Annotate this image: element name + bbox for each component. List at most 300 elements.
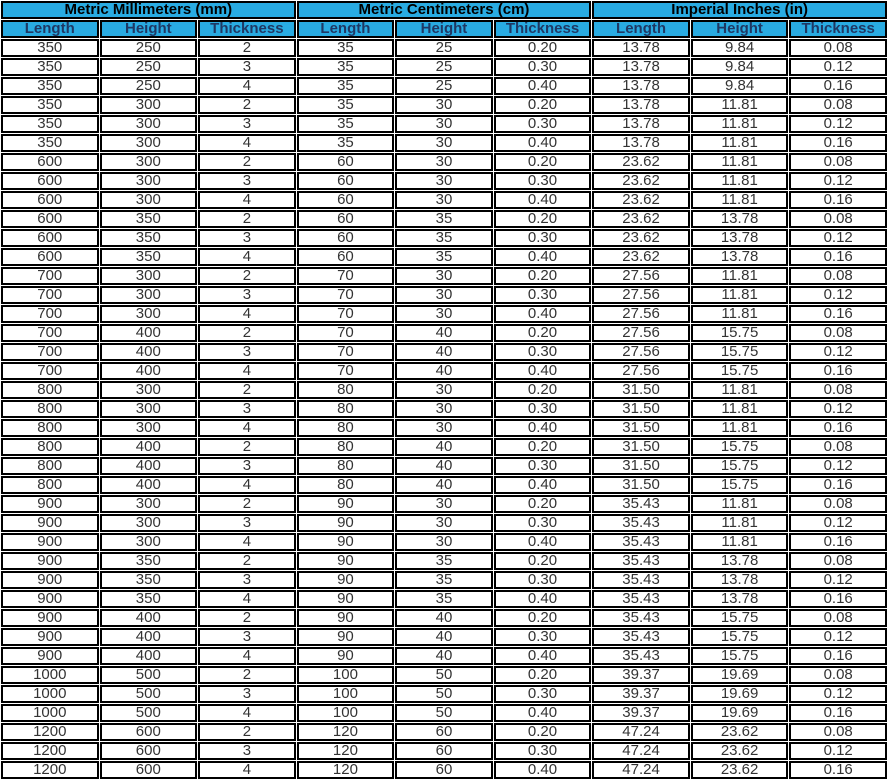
table-cell: 4 (198, 533, 296, 551)
table-cell: 9.84 (691, 39, 789, 57)
table-cell: 47.24 (592, 761, 690, 779)
column-header-thickness-cm: Thickness (494, 20, 592, 38)
table-cell: 0.08 (789, 96, 887, 114)
table-cell: 35.43 (592, 628, 690, 646)
table-cell: 0.40 (494, 647, 592, 665)
table-row (1, 96, 887, 114)
table-cell: 0.16 (789, 761, 887, 779)
table-cell: 15.75 (691, 343, 789, 361)
table-cell: 90 (297, 495, 395, 513)
table-cell: 35 (395, 248, 493, 266)
table-row (1, 362, 887, 380)
table-cell: 300 (100, 172, 198, 190)
table-cell: 600 (1, 248, 99, 266)
table-cell: 2 (198, 723, 296, 741)
table-cell: 800 (1, 400, 99, 418)
table-cell: 90 (297, 552, 395, 570)
table-cell: 15.75 (691, 324, 789, 342)
table-cell: 0.12 (789, 229, 887, 247)
table-cell: 400 (100, 647, 198, 665)
table-cell: 0.08 (789, 666, 887, 684)
table-row (1, 552, 887, 570)
table-cell: 700 (1, 305, 99, 323)
table-cell: 35.43 (592, 533, 690, 551)
table-cell: 600 (100, 742, 198, 760)
table-cell: 350 (1, 77, 99, 95)
table-cell: 100 (297, 704, 395, 722)
table-cell: 0.20 (494, 267, 592, 285)
table-cell: 35 (395, 571, 493, 589)
table-cell: 0.20 (494, 153, 592, 171)
table-cell: 0.40 (494, 77, 592, 95)
table-row (1, 381, 887, 399)
table-cell: 0.08 (789, 495, 887, 513)
table-cell: 0.40 (494, 248, 592, 266)
table-cell: 30 (395, 533, 493, 551)
table-row (1, 58, 887, 76)
table-cell: 900 (1, 571, 99, 589)
table-cell: 0.12 (789, 742, 887, 760)
table-cell: 0.08 (789, 438, 887, 456)
table-cell: 40 (395, 647, 493, 665)
table-cell: 3 (198, 229, 296, 247)
table-row (1, 571, 887, 589)
table-cell: 4 (198, 362, 296, 380)
table-cell: 800 (1, 381, 99, 399)
table-cell: 0.30 (494, 457, 592, 475)
table-cell: 250 (100, 39, 198, 57)
table-cell: 25 (395, 39, 493, 57)
table-row (1, 172, 887, 190)
table-cell: 13.78 (592, 39, 690, 57)
table-cell: 35 (297, 134, 395, 152)
table-cell: 400 (100, 457, 198, 475)
table-cell: 0.12 (789, 685, 887, 703)
table-cell: 11.81 (691, 153, 789, 171)
table-cell: 9.84 (691, 77, 789, 95)
table-cell: 0.20 (494, 381, 592, 399)
table-cell: 350 (1, 96, 99, 114)
table-cell: 900 (1, 628, 99, 646)
table-cell: 40 (395, 343, 493, 361)
table-cell: 0.20 (494, 552, 592, 570)
table-row (1, 248, 887, 266)
table-cell: 0.16 (789, 305, 887, 323)
table-cell: 0.12 (789, 400, 887, 418)
column-header-length-cm: Length (297, 20, 395, 38)
table-cell: 9.84 (691, 58, 789, 76)
table-cell: 3 (198, 343, 296, 361)
table-cell: 30 (395, 115, 493, 133)
table-cell: 600 (100, 761, 198, 779)
table-cell: 15.75 (691, 476, 789, 494)
table-cell: 400 (100, 628, 198, 646)
table-cell: 0.40 (494, 704, 592, 722)
table-cell: 2 (198, 666, 296, 684)
table-cell: 30 (395, 153, 493, 171)
table-cell: 30 (395, 134, 493, 152)
table-cell: 35.43 (592, 552, 690, 570)
table-cell: 2 (198, 267, 296, 285)
table-cell: 300 (100, 514, 198, 532)
table-body (1, 39, 887, 779)
table-cell: 350 (1, 115, 99, 133)
table-cell: 23.62 (691, 761, 789, 779)
table-cell: 11.81 (691, 533, 789, 551)
table-cell: 30 (395, 514, 493, 532)
table-cell: 25 (395, 77, 493, 95)
table-cell: 3 (198, 115, 296, 133)
table-cell: 90 (297, 533, 395, 551)
table-cell: 35.43 (592, 571, 690, 589)
table-cell: 0.40 (494, 305, 592, 323)
table-cell: 0.30 (494, 628, 592, 646)
table-cell: 4 (198, 761, 296, 779)
table-cell: 3 (198, 571, 296, 589)
table-cell: 0.30 (494, 286, 592, 304)
table-cell: 0.40 (494, 590, 592, 608)
table-cell: 2 (198, 495, 296, 513)
table-cell: 4 (198, 77, 296, 95)
table-cell: 70 (297, 267, 395, 285)
table-cell: 100 (297, 666, 395, 684)
table-row (1, 742, 887, 760)
table-cell: 900 (1, 590, 99, 608)
table-row (1, 115, 887, 133)
table-cell: 80 (297, 438, 395, 456)
table-cell: 0.12 (789, 457, 887, 475)
table-cell: 35 (395, 229, 493, 247)
table-cell: 0.16 (789, 419, 887, 437)
table-cell: 300 (100, 305, 198, 323)
table-cell: 23.62 (592, 210, 690, 228)
table-cell: 350 (1, 39, 99, 57)
table-cell: 31.50 (592, 457, 690, 475)
table-cell: 300 (100, 153, 198, 171)
table-cell: 23.62 (691, 723, 789, 741)
table-cell: 15.75 (691, 438, 789, 456)
table-row (1, 609, 887, 627)
table-cell: 4 (198, 647, 296, 665)
table-cell: 700 (1, 286, 99, 304)
table-cell: 700 (1, 362, 99, 380)
table-row (1, 153, 887, 171)
table-cell: 0.08 (789, 210, 887, 228)
table-cell: 500 (100, 666, 198, 684)
table-cell: 23.62 (691, 742, 789, 760)
table-cell: 0.40 (494, 419, 592, 437)
table-cell: 0.20 (494, 438, 592, 456)
table-cell: 0.20 (494, 495, 592, 513)
table-row (1, 324, 887, 342)
table-cell: 400 (100, 324, 198, 342)
table-cell: 2 (198, 210, 296, 228)
table-cell: 0.16 (789, 362, 887, 380)
table-cell: 35 (297, 115, 395, 133)
table-row (1, 400, 887, 418)
table-cell: 300 (100, 286, 198, 304)
table-cell: 3 (198, 685, 296, 703)
table-row (1, 628, 887, 646)
table-cell: 4 (198, 590, 296, 608)
table-cell: 31.50 (592, 476, 690, 494)
table-cell: 400 (100, 476, 198, 494)
table-cell: 0.12 (789, 343, 887, 361)
table-cell: 0.16 (789, 77, 887, 95)
column-header-thickness-mm: Thickness (198, 20, 296, 38)
table-cell: 0.40 (494, 761, 592, 779)
table-cell: 3 (198, 172, 296, 190)
table-row (1, 533, 887, 551)
table-cell: 39.37 (592, 666, 690, 684)
table-cell: 800 (1, 457, 99, 475)
table-cell: 3 (198, 58, 296, 76)
table-cell: 27.56 (592, 267, 690, 285)
table-row (1, 229, 887, 247)
table-cell: 0.16 (789, 647, 887, 665)
table-cell: 13.78 (592, 96, 690, 114)
column-header-height-in: Height (691, 20, 789, 38)
table-cell: 900 (1, 647, 99, 665)
column-header-height-cm: Height (395, 20, 493, 38)
table-cell: 700 (1, 343, 99, 361)
table-cell: 4 (198, 248, 296, 266)
table-cell: 0.08 (789, 552, 887, 570)
column-header-row (1, 20, 887, 38)
table-cell: 4 (198, 476, 296, 494)
table-cell: 350 (100, 210, 198, 228)
table-cell: 250 (100, 77, 198, 95)
table-cell: 35.43 (592, 495, 690, 513)
table-cell: 0.20 (494, 96, 592, 114)
table-cell: 800 (1, 438, 99, 456)
table-cell: 13.78 (592, 115, 690, 133)
table-cell: 900 (1, 514, 99, 532)
table-cell: 39.37 (592, 685, 690, 703)
table-cell: 350 (1, 58, 99, 76)
table-row (1, 761, 887, 779)
table-cell: 0.20 (494, 324, 592, 342)
table-cell: 600 (1, 229, 99, 247)
table-cell: 0.12 (789, 58, 887, 76)
table-cell: 900 (1, 495, 99, 513)
table-cell: 31.50 (592, 400, 690, 418)
table-cell: 300 (100, 191, 198, 209)
table-cell: 13.78 (691, 229, 789, 247)
table-cell: 250 (100, 58, 198, 76)
table-cell: 0.16 (789, 590, 887, 608)
column-header-thickness-in: Thickness (789, 20, 887, 38)
table-cell: 31.50 (592, 381, 690, 399)
table-cell: 15.75 (691, 628, 789, 646)
table-cell: 60 (297, 210, 395, 228)
table-cell: 90 (297, 590, 395, 608)
table-cell: 35.43 (592, 590, 690, 608)
table-cell: 30 (395, 267, 493, 285)
table-cell: 3 (198, 400, 296, 418)
table-cell: 4 (198, 191, 296, 209)
table-cell: 50 (395, 704, 493, 722)
table-cell: 40 (395, 476, 493, 494)
table-row (1, 457, 887, 475)
table-cell: 600 (100, 723, 198, 741)
table-cell: 11.81 (691, 134, 789, 152)
table-cell: 0.30 (494, 343, 592, 361)
table-cell: 30 (395, 381, 493, 399)
table-cell: 70 (297, 305, 395, 323)
table-cell: 350 (100, 590, 198, 608)
table-cell: 300 (100, 495, 198, 513)
table-cell: 15.75 (691, 609, 789, 627)
table-cell: 0.08 (789, 381, 887, 399)
table-cell: 600 (1, 191, 99, 209)
table-row (1, 723, 887, 741)
table-row (1, 210, 887, 228)
table-cell: 30 (395, 286, 493, 304)
table-cell: 0.12 (789, 286, 887, 304)
table-row (1, 343, 887, 361)
table-cell: 300 (100, 96, 198, 114)
table-row (1, 286, 887, 304)
table-cell: 4 (198, 134, 296, 152)
table-cell: 27.56 (592, 286, 690, 304)
table-cell: 4 (198, 305, 296, 323)
table-cell: 100 (297, 685, 395, 703)
table-cell: 11.81 (691, 267, 789, 285)
table-cell: 70 (297, 362, 395, 380)
table-cell: 0.30 (494, 229, 592, 247)
table-cell: 35 (395, 210, 493, 228)
table-cell: 50 (395, 685, 493, 703)
table-cell: 0.08 (789, 324, 887, 342)
table-row (1, 134, 887, 152)
table-cell: 0.30 (494, 742, 592, 760)
table-cell: 0.20 (494, 39, 592, 57)
table-cell: 900 (1, 552, 99, 570)
table-cell: 500 (100, 704, 198, 722)
table-cell: 11.81 (691, 495, 789, 513)
table-cell: 13.78 (691, 571, 789, 589)
table-cell: 30 (395, 96, 493, 114)
table-cell: 40 (395, 438, 493, 456)
table-cell: 11.81 (691, 514, 789, 532)
table-cell: 4 (198, 419, 296, 437)
table-row (1, 514, 887, 532)
table-cell: 80 (297, 400, 395, 418)
table-cell: 80 (297, 457, 395, 475)
table-cell: 2 (198, 438, 296, 456)
table-cell: 60 (297, 229, 395, 247)
table-cell: 120 (297, 742, 395, 760)
table-cell: 13.78 (691, 590, 789, 608)
column-header-length-mm: Length (1, 20, 99, 38)
table-cell: 2 (198, 609, 296, 627)
table-header (1, 1, 887, 38)
table-cell: 0.30 (494, 514, 592, 532)
table-cell: 39.37 (592, 704, 690, 722)
table-cell: 0.12 (789, 115, 887, 133)
table-cell: 3 (198, 514, 296, 532)
table-cell: 0.30 (494, 571, 592, 589)
table-cell: 40 (395, 628, 493, 646)
table-row (1, 305, 887, 323)
table-cell: 400 (100, 362, 198, 380)
table-cell: 700 (1, 324, 99, 342)
table-cell: 2 (198, 324, 296, 342)
table-cell: 300 (100, 400, 198, 418)
table-cell: 0.12 (789, 628, 887, 646)
table-cell: 300 (100, 134, 198, 152)
table-cell: 60 (395, 742, 493, 760)
table-cell: 35.43 (592, 647, 690, 665)
table-cell: 25 (395, 58, 493, 76)
table-cell: 60 (395, 761, 493, 779)
table-cell: 300 (100, 533, 198, 551)
table-cell: 35 (297, 58, 395, 76)
table-cell: 27.56 (592, 343, 690, 361)
table-cell: 30 (395, 419, 493, 437)
table-cell: 0.08 (789, 153, 887, 171)
table-cell: 11.81 (691, 96, 789, 114)
table-row (1, 704, 887, 722)
table-cell: 30 (395, 495, 493, 513)
table-cell: 4 (198, 704, 296, 722)
table-cell: 900 (1, 533, 99, 551)
table-cell: 11.81 (691, 400, 789, 418)
table-cell: 0.20 (494, 723, 592, 741)
table-cell: 350 (100, 229, 198, 247)
table-cell: 27.56 (592, 324, 690, 342)
group-header-metric-mm: Metric Millimeters (mm) (1, 1, 296, 19)
table-cell: 19.69 (691, 666, 789, 684)
table-cell: 23.62 (592, 191, 690, 209)
table-cell: 15.75 (691, 647, 789, 665)
group-header-row (1, 1, 887, 19)
table-cell: 2 (198, 552, 296, 570)
table-row (1, 77, 887, 95)
table-cell: 0.16 (789, 476, 887, 494)
table-cell: 350 (100, 552, 198, 570)
table-cell: 2 (198, 153, 296, 171)
table-cell: 3 (198, 286, 296, 304)
table-cell: 23.62 (592, 153, 690, 171)
table-cell: 13.78 (592, 58, 690, 76)
table-cell: 11.81 (691, 419, 789, 437)
table-cell: 13.78 (592, 77, 690, 95)
table-cell: 35 (395, 590, 493, 608)
table-cell: 0.20 (494, 609, 592, 627)
table-row (1, 476, 887, 494)
table-cell: 900 (1, 609, 99, 627)
table-cell: 350 (1, 134, 99, 152)
table-cell: 2 (198, 96, 296, 114)
table-cell: 90 (297, 609, 395, 627)
table-cell: 11.81 (691, 305, 789, 323)
column-header-length-in: Length (592, 20, 690, 38)
table-row (1, 590, 887, 608)
table-cell: 35 (297, 96, 395, 114)
table-cell: 70 (297, 343, 395, 361)
table-cell: 70 (297, 324, 395, 342)
table-cell: 300 (100, 381, 198, 399)
table-cell: 80 (297, 476, 395, 494)
table-cell: 400 (100, 343, 198, 361)
table-cell: 90 (297, 628, 395, 646)
table-cell: 0.40 (494, 533, 592, 551)
table-cell: 40 (395, 324, 493, 342)
table-cell: 11.81 (691, 381, 789, 399)
table-cell: 600 (1, 172, 99, 190)
